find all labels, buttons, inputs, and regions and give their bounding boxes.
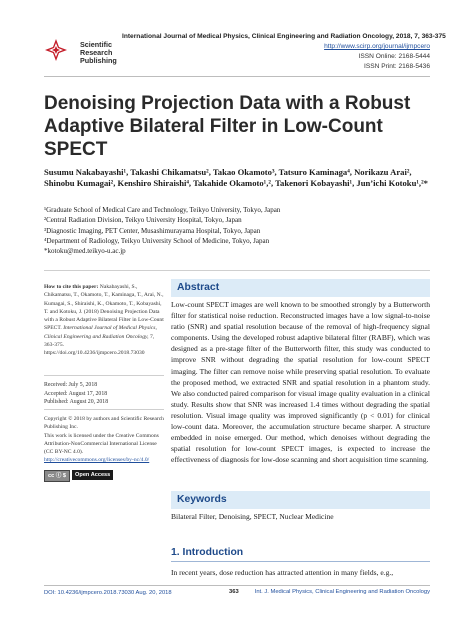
dates-divider-top (44, 375, 164, 376)
accepted-date: Accepted: August 17, 2018 (44, 390, 108, 397)
cite-journal: International Journal of Medical Physics, Clinical Engineering and Radiation Oncology, (44, 325, 157, 340)
journal-url-link[interactable]: http://www.scirp.org/journal/ijmpcero (324, 43, 430, 50)
introduction-divider (171, 561, 430, 562)
cite-doi-link[interactable]: https://doi.org/10.4236/ijmpcero.2018.73030 (44, 350, 145, 357)
page-number: 363 (229, 589, 239, 595)
license-text: This work is licensed under the Creative Commons Attribution-NonCommercial International License (CC BY-NC 4.0). (44, 432, 159, 456)
received-date: Received: July 5, 2018 (44, 382, 98, 388)
introduction-heading: 1. Introduction (171, 547, 244, 558)
scirp-logo-icon (44, 38, 68, 62)
cite-label: How to cite this paper: (44, 284, 99, 290)
published-date: Published: August 20, 2018 (44, 399, 109, 406)
affiliation-list (44, 205, 444, 256)
publisher-line: Scientific (80, 40, 112, 49)
journal-citation-header: International Journal of Medical Physics, Clinical Engineering and Radiation Oncology, 2018, 7, 363-375 (122, 33, 446, 40)
cite-pages: 7, 363-375. (44, 333, 155, 349)
issn-online: ISSN Online: 2168-5444 (358, 53, 430, 60)
copyright-text: Copyright © 2018 by authors and Scientific Research Publishing Inc. (44, 416, 164, 431)
affiliation-item: ²Central Radiation Division, Teikyo University Hospital, Tokyo, Japan (44, 216, 242, 225)
article-title: Denoising Projection Data with a Robust Adaptive Bilateral Filter in Low-Count SPECT (44, 93, 411, 160)
publisher-line: Research (80, 48, 113, 58)
publisher-line: Publishing (80, 56, 117, 66)
footer-journal-name: Int. J. Medical Physics, Clinical Engineering and Radiation Oncology (254, 589, 430, 595)
corresponding-email[interactable]: *kotoku@med.teikyo-u.ac.jp (44, 247, 126, 256)
how-to-cite (44, 283, 164, 358)
publisher-name (80, 41, 117, 66)
keywords-list: Bilateral Filter, Denoising, SPECT, Nuclear Medicine (171, 512, 334, 521)
abstract-body: Low-count SPECT images are well known to be smoothed strongly by a Butterworth filter for statistical noise reduction. Reconstructed images have a low signal-to-noise ratio (SNR) and spatial resolution because of the removal of high-frequency signal components. Using the developed robust adaptive bilateral filter (RABF), which was designed as a pre-stage filter of the Butterworth filter, this study was conducted to improve SNR without degrading the spatial resolution for low-count SPECT imaging. The filter can remove noise while preserving spatial resolution. To evaluate the proposed method, we extracted SNR and spatial resolution in a phantom study. We also conducted paired comparison for visual image quality evaluation in a clinical study. Results show that SNR was increased 1.4 times without degrading the spatial resolution. Visual image quality was improved significantly (p < 0.01) for clinical low-count data. Moreover, the accumulation structure became sharper. A structure embedded in noise emerged. Our method, which denoises without degrading the spatial resolution for low-count SPECT images, is expected to increase the effectiveness of diagnosis for low-dose scanning and short acquisition time scanning. (171, 300, 430, 465)
footer-doi-link[interactable]: DOI: 10.4236/ijmpcero.2018.73030 Aug. 20, 2018 (44, 590, 172, 596)
license-url-link[interactable]: http://creativecommons.org/licenses/by-nc/4.0/ (44, 457, 150, 464)
introduction-body: In recent years, dose reduction has attracted attention in many fields, e.g., (171, 568, 394, 577)
abstract-heading: Abstract (177, 282, 220, 293)
affiliation-divider (44, 270, 430, 271)
keywords-heading: Keywords (177, 494, 227, 505)
license-badges (44, 470, 113, 480)
affiliation-item: ¹Graduate School of Medical Care and Technology, Teikyo University, Tokyo, Japan (44, 206, 281, 214)
issn-print: ISSN Print: 2168-5436 (364, 63, 430, 70)
author-list: Susumu Nakabayashi¹, Takashi Chikamatsu², Takao Okamoto³, Tatsuro Kaminaga⁴, Norikazu Arai², Shinobu Kumagai², Kenshiro Shiraishi⁴, Takahide Okamoto¹,², Takenori Kobayashi¹, Jun’ichi Kotoku¹,²* (44, 167, 428, 188)
cite-text: Nakabayashi, S., Chikamatsu, T., Okamoto, T., Kaminaga, T., Arai, N., Kumagai, S., Shiraishi, K., Okamoto, T., Kobayashi, T. and Kotoku, J. (2018) Denoising Projection Data with a Robust Adaptive Bilateral Filter in Low-Count SPECT. (44, 284, 164, 332)
header-divider (44, 76, 430, 77)
dates-divider-bottom (44, 409, 164, 410)
cc-by-nc-badge-icon[interactable]: cc ⓘ $ (44, 470, 70, 482)
open-access-badge: Open Access (72, 470, 113, 480)
footer-divider (44, 585, 430, 586)
affiliation-item: ³Diagnostic Imaging, PET Center, Musashimurayama Hospital, Tokyo, Japan (44, 226, 261, 235)
affiliation-item: ⁴Department of Radiology, Teikyo University School of Medicine, Tokyo, Japan (44, 236, 270, 245)
article-dates (44, 381, 164, 407)
license-block (44, 415, 164, 465)
